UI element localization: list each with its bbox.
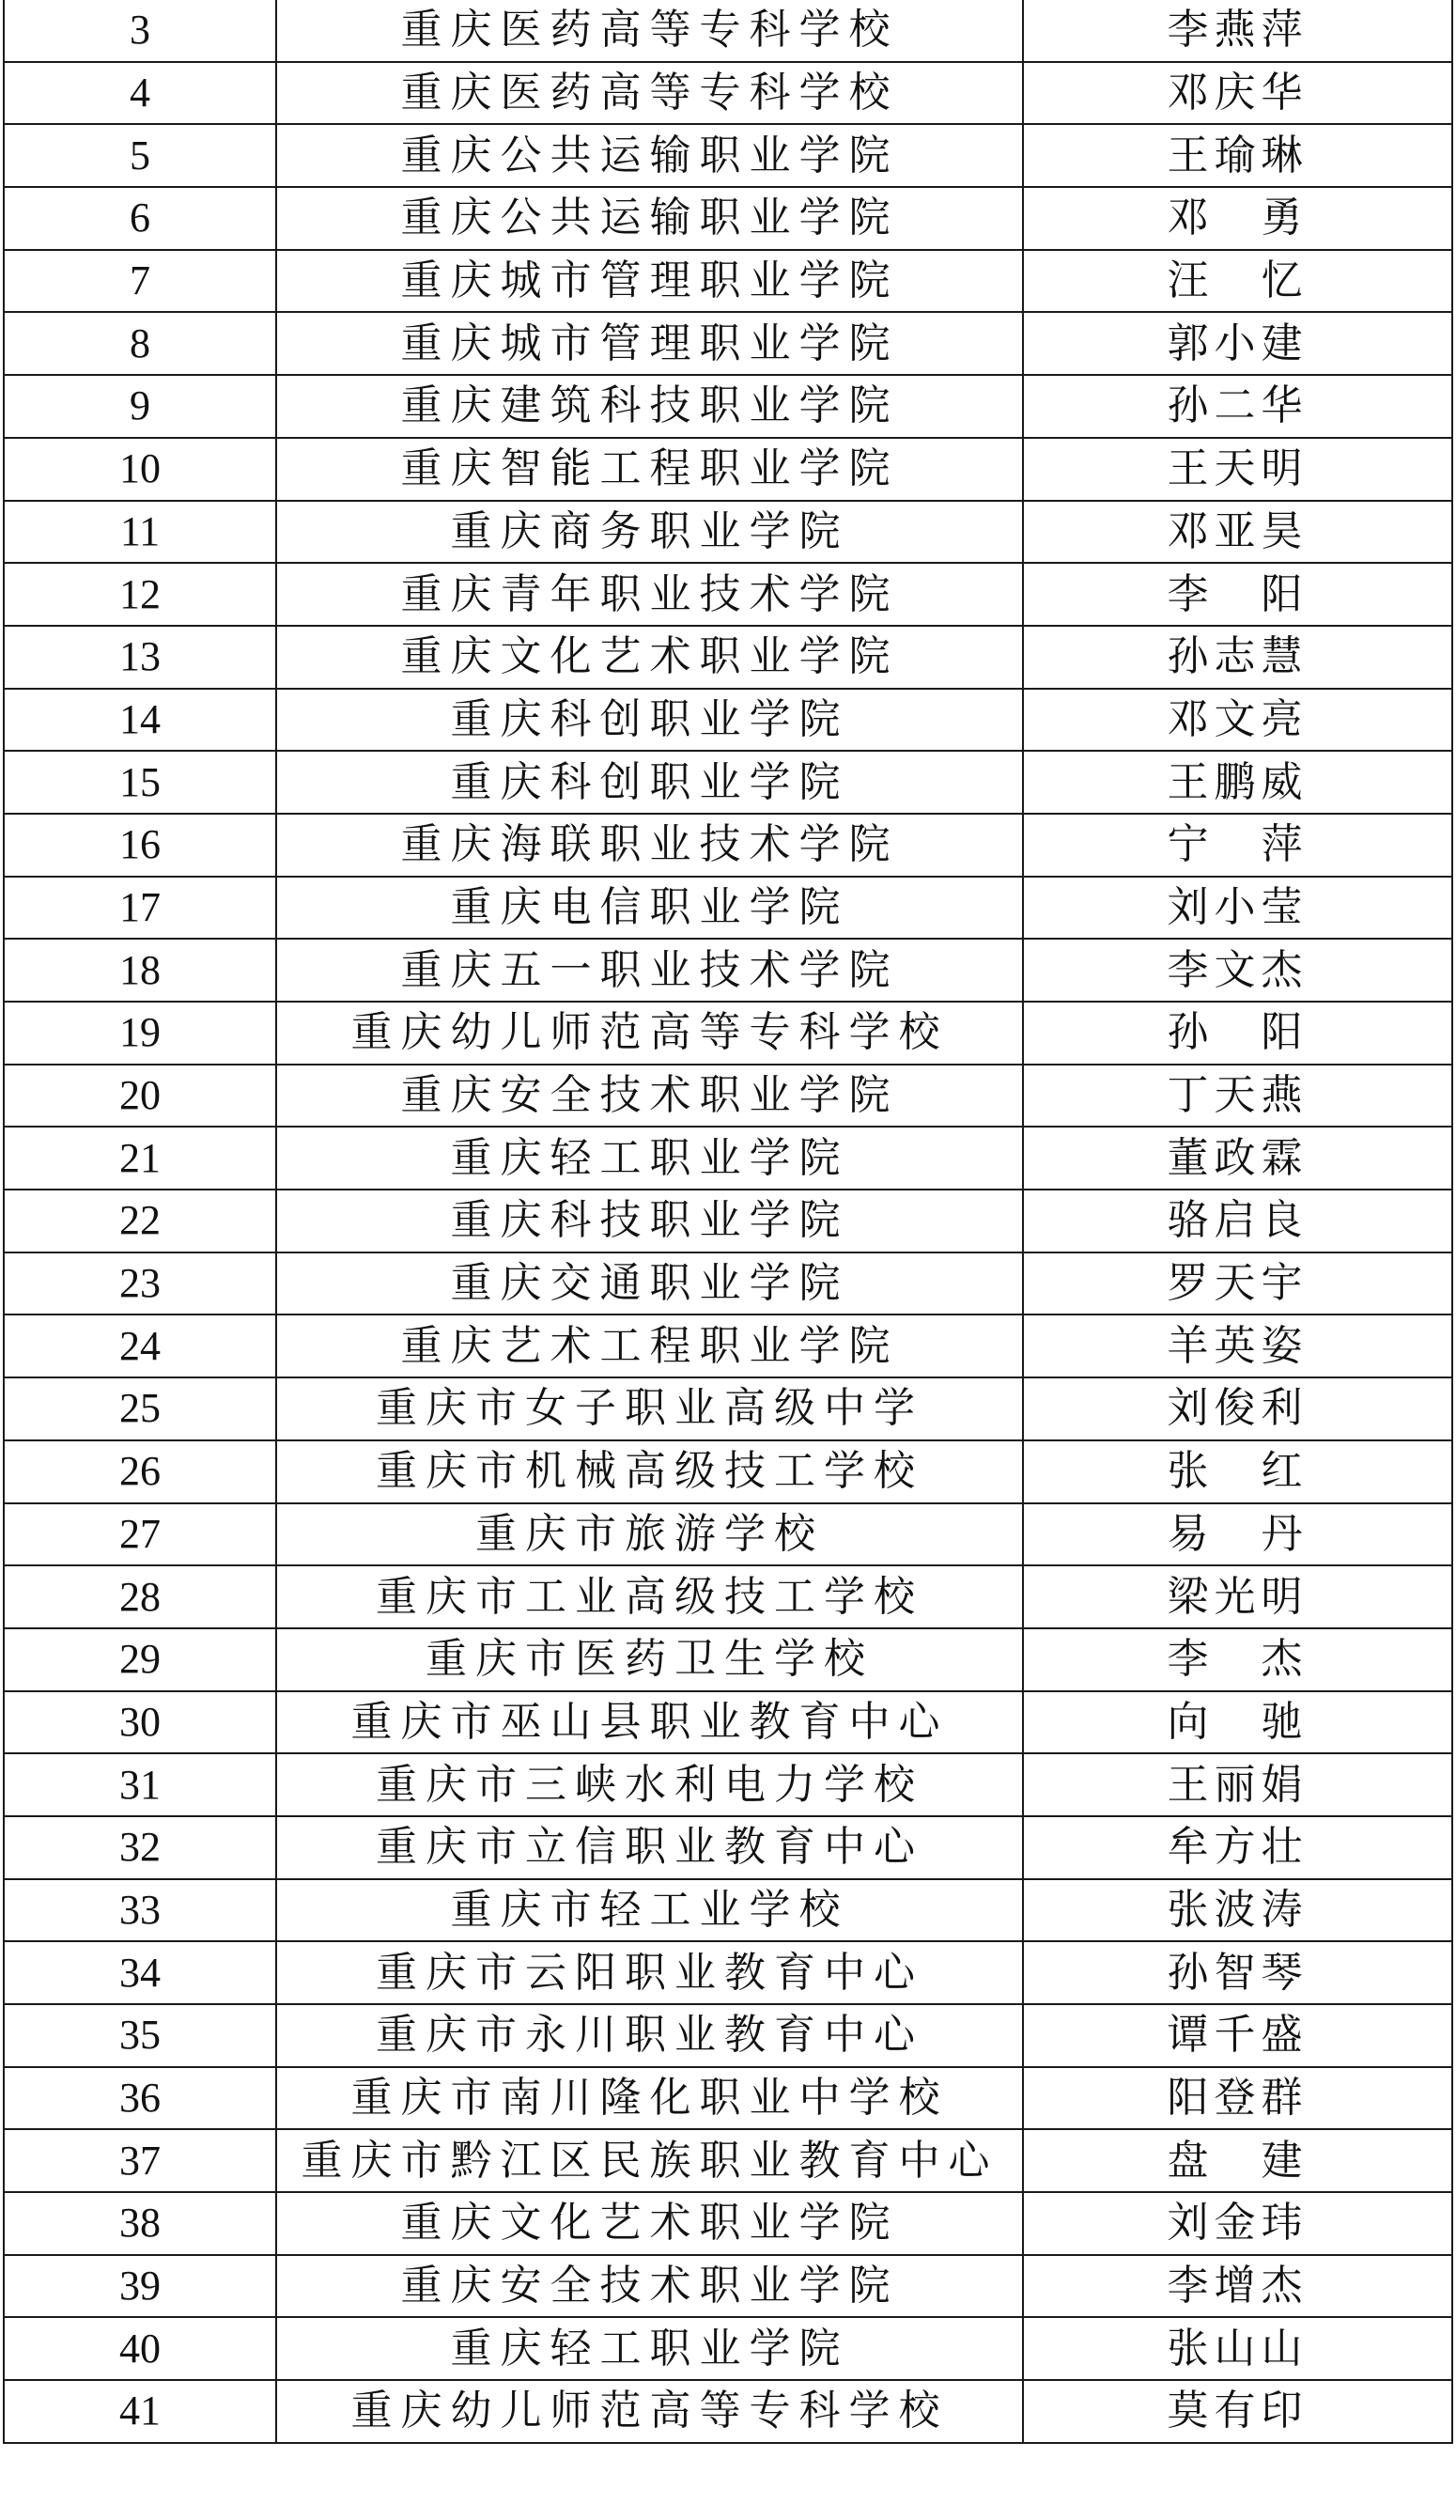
- table-row: [4, 1127, 1452, 1190]
- table-row: [4, 2317, 1452, 2380]
- table-row: [4, 1314, 1452, 1377]
- table-row: [4, 1753, 1452, 1816]
- row-number-cell: 33: [4, 1879, 276, 1942]
- table-row: [4, 1691, 1452, 1754]
- person-name-cell: 刘俊利: [1023, 1377, 1452, 1440]
- school-name-cell: 重庆轻工职业学院: [276, 2317, 1023, 2380]
- table-row: [4, 2192, 1452, 2255]
- school-name-cell: 重庆安全技术职业学院: [276, 1065, 1023, 1128]
- person-name-cell: 骆启良: [1023, 1190, 1452, 1252]
- table-row: [4, 501, 1452, 564]
- row-number-cell: 31: [4, 1753, 276, 1816]
- person-name-cell: 牟方壮: [1023, 1816, 1452, 1879]
- row-number-cell: 40: [4, 2317, 276, 2380]
- row-number-cell: 14: [4, 689, 276, 752]
- table-row: [4, 1941, 1452, 2004]
- school-name-cell: 重庆海联职业技术学院: [276, 814, 1023, 877]
- school-name-cell: 重庆交通职业学院: [276, 1252, 1023, 1315]
- row-number-cell: 11: [4, 501, 276, 564]
- school-name-cell: 重庆艺术工程职业学院: [276, 1314, 1023, 1377]
- person-name-cell: 张 红: [1023, 1440, 1452, 1503]
- table-row: [4, 1440, 1452, 1503]
- row-number-cell: 38: [4, 2192, 276, 2255]
- person-name-cell: 李文杰: [1023, 939, 1452, 1002]
- table-row: [4, 2004, 1452, 2067]
- table-row: [4, 375, 1452, 438]
- row-number-cell: 21: [4, 1127, 276, 1190]
- row-number-cell: 20: [4, 1065, 276, 1128]
- school-name-cell: 重庆市巫山县职业教育中心: [276, 1691, 1023, 1754]
- school-name-cell: 重庆科创职业学院: [276, 751, 1023, 814]
- person-name-cell: 孙 阳: [1023, 1002, 1452, 1065]
- person-name-cell: 张山山: [1023, 2317, 1452, 2380]
- row-number-cell: 8: [4, 312, 276, 375]
- row-number-cell: 24: [4, 1314, 276, 1377]
- school-name-cell: 重庆建筑科技职业学院: [276, 375, 1023, 438]
- row-number-cell: 23: [4, 1252, 276, 1315]
- table-row: [4, 1377, 1452, 1440]
- school-name-cell: 重庆公共运输职业学院: [276, 124, 1023, 187]
- table-row: [4, 438, 1452, 501]
- row-number-cell: 41: [4, 2380, 276, 2443]
- table-row: [4, 877, 1452, 940]
- person-name-cell: 邓庆华: [1023, 62, 1452, 125]
- person-name-cell: 王鹏威: [1023, 751, 1452, 814]
- person-name-cell: 刘金玮: [1023, 2192, 1452, 2255]
- person-name-cell: 谭千盛: [1023, 2004, 1452, 2067]
- school-name-cell: 重庆市永川职业教育中心: [276, 2004, 1023, 2067]
- person-name-cell: 易 丹: [1023, 1503, 1452, 1566]
- school-name-cell: 重庆智能工程职业学院: [276, 438, 1023, 501]
- person-name-cell: 梁光明: [1023, 1565, 1452, 1628]
- person-name-cell: 邓文亮: [1023, 689, 1452, 752]
- school-name-cell: 重庆科创职业学院: [276, 689, 1023, 752]
- school-name-cell: 重庆科技职业学院: [276, 1190, 1023, 1252]
- row-number-cell: 17: [4, 877, 276, 940]
- row-number-cell: 6: [4, 187, 276, 250]
- row-number-cell: 34: [4, 1941, 276, 2004]
- table-row: [4, 2067, 1452, 2130]
- table-row: [4, 0, 1452, 62]
- table-row: [4, 1503, 1452, 1566]
- school-name-cell: 重庆城市管理职业学院: [276, 250, 1023, 313]
- row-number-cell: 15: [4, 751, 276, 814]
- school-name-cell: 重庆五一职业技术学院: [276, 939, 1023, 1002]
- school-name-cell: 重庆轻工职业学院: [276, 1127, 1023, 1190]
- row-number-cell: 16: [4, 814, 276, 877]
- school-name-cell: 重庆幼儿师范高等专科学校: [276, 2380, 1023, 2443]
- person-name-cell: 盘 建: [1023, 2129, 1452, 2192]
- row-number-cell: 25: [4, 1377, 276, 1440]
- person-name-cell: 丁天燕: [1023, 1065, 1452, 1128]
- row-number-cell: 3: [4, 0, 276, 62]
- school-name-cell: 重庆市三峡水利电力学校: [276, 1753, 1023, 1816]
- school-name-cell: 重庆医药高等专科学校: [276, 0, 1023, 62]
- person-name-cell: 孙二华: [1023, 375, 1452, 438]
- table-row: [4, 563, 1452, 626]
- school-name-cell: 重庆文化艺术职业学院: [276, 2192, 1023, 2255]
- table-row: [4, 62, 1452, 125]
- row-number-cell: 13: [4, 626, 276, 689]
- person-name-cell: 王天明: [1023, 438, 1452, 501]
- table-row: [4, 2255, 1452, 2318]
- row-number-cell: 10: [4, 438, 276, 501]
- school-name-cell: 重庆幼儿师范高等专科学校: [276, 1002, 1023, 1065]
- row-number-cell: 39: [4, 2255, 276, 2318]
- person-name-cell: 罗天宇: [1023, 1252, 1452, 1315]
- table-row: [4, 2129, 1452, 2192]
- row-number-cell: 27: [4, 1503, 276, 1566]
- row-number-cell: 28: [4, 1565, 276, 1628]
- school-name-cell: 重庆公共运输职业学院: [276, 187, 1023, 250]
- row-number-cell: 19: [4, 1002, 276, 1065]
- row-number-cell: 26: [4, 1440, 276, 1503]
- school-name-cell: 重庆文化艺术职业学院: [276, 626, 1023, 689]
- school-name-cell: 重庆城市管理职业学院: [276, 312, 1023, 375]
- row-number-cell: 29: [4, 1628, 276, 1691]
- person-name-cell: 邓 勇: [1023, 187, 1452, 250]
- row-number-cell: 18: [4, 939, 276, 1002]
- person-name-cell: 王瑜琳: [1023, 124, 1452, 187]
- person-name-cell: 莫有印: [1023, 2380, 1452, 2443]
- table-row: [4, 1190, 1452, 1252]
- person-name-cell: 汪 忆: [1023, 250, 1452, 313]
- person-name-cell: 李增杰: [1023, 2255, 1452, 2318]
- row-number-cell: 32: [4, 1816, 276, 1879]
- table-row: [4, 2380, 1452, 2443]
- school-name-cell: 重庆市工业高级技工学校: [276, 1565, 1023, 1628]
- table-row: [4, 1816, 1452, 1879]
- person-name-cell: 向 驰: [1023, 1691, 1452, 1754]
- row-number-cell: 35: [4, 2004, 276, 2067]
- row-number-cell: 22: [4, 1190, 276, 1252]
- table-row: [4, 814, 1452, 877]
- school-name-cell: 重庆市轻工业学校: [276, 1879, 1023, 1942]
- person-name-cell: 邓亚昊: [1023, 501, 1452, 564]
- table-row: [4, 250, 1452, 313]
- table-row: [4, 187, 1452, 250]
- table-row: [4, 689, 1452, 752]
- school-name-cell: 重庆市南川隆化职业中学校: [276, 2067, 1023, 2130]
- person-name-cell: 郭小建: [1023, 312, 1452, 375]
- school-name-cell: 重庆市医药卫生学校: [276, 1628, 1023, 1691]
- table-row: [4, 1002, 1452, 1065]
- school-name-cell: 重庆医药高等专科学校: [276, 62, 1023, 125]
- table-row: [4, 124, 1452, 187]
- row-number-cell: 12: [4, 563, 276, 626]
- school-name-cell: 重庆市女子职业高级中学: [276, 1377, 1023, 1440]
- person-name-cell: 宁 萍: [1023, 814, 1452, 877]
- row-number-cell: 30: [4, 1691, 276, 1754]
- row-number-cell: 36: [4, 2067, 276, 2130]
- school-name-cell: 重庆安全技术职业学院: [276, 2255, 1023, 2318]
- school-name-cell: 重庆市旅游学校: [276, 1503, 1023, 1566]
- school-name-cell: 重庆市黔江区民族职业教育中心: [276, 2129, 1023, 2192]
- person-name-cell: 阳登群: [1023, 2067, 1452, 2130]
- school-name-cell: 重庆电信职业学院: [276, 877, 1023, 940]
- school-name-cell: 重庆市云阳职业教育中心: [276, 1941, 1023, 2004]
- table-row: [4, 312, 1452, 375]
- table-row: [4, 939, 1452, 1002]
- table-row: [4, 1628, 1452, 1691]
- school-name-cell: 重庆商务职业学院: [276, 501, 1023, 564]
- row-number-cell: 4: [4, 62, 276, 125]
- person-name-cell: 孙智琴: [1023, 1941, 1452, 2004]
- row-number-cell: 9: [4, 375, 276, 438]
- person-name-cell: 孙志慧: [1023, 626, 1452, 689]
- person-name-cell: 刘小莹: [1023, 877, 1452, 940]
- person-name-cell: 羊英姿: [1023, 1314, 1452, 1377]
- person-name-cell: 李燕萍: [1023, 0, 1452, 62]
- roster-table: [3, 0, 1453, 2444]
- table-row: [4, 626, 1452, 689]
- person-name-cell: 李 杰: [1023, 1628, 1452, 1691]
- row-number-cell: 37: [4, 2129, 276, 2192]
- table-row: [4, 1252, 1452, 1315]
- school-name-cell: 重庆市机械高级技工学校: [276, 1440, 1023, 1503]
- row-number-cell: 7: [4, 250, 276, 313]
- person-name-cell: 董政霖: [1023, 1127, 1452, 1190]
- row-number-cell: 5: [4, 124, 276, 187]
- roster-table-body: [4, 0, 1452, 2443]
- table-row: [4, 1879, 1452, 1942]
- person-name-cell: 李 阳: [1023, 563, 1452, 626]
- table-row: [4, 1565, 1452, 1628]
- school-name-cell: 重庆市立信职业教育中心: [276, 1816, 1023, 1879]
- table-row: [4, 751, 1452, 814]
- person-name-cell: 张波涛: [1023, 1879, 1452, 1942]
- person-name-cell: 王丽娟: [1023, 1753, 1452, 1816]
- school-name-cell: 重庆青年职业技术学院: [276, 563, 1023, 626]
- table-row: [4, 1065, 1452, 1128]
